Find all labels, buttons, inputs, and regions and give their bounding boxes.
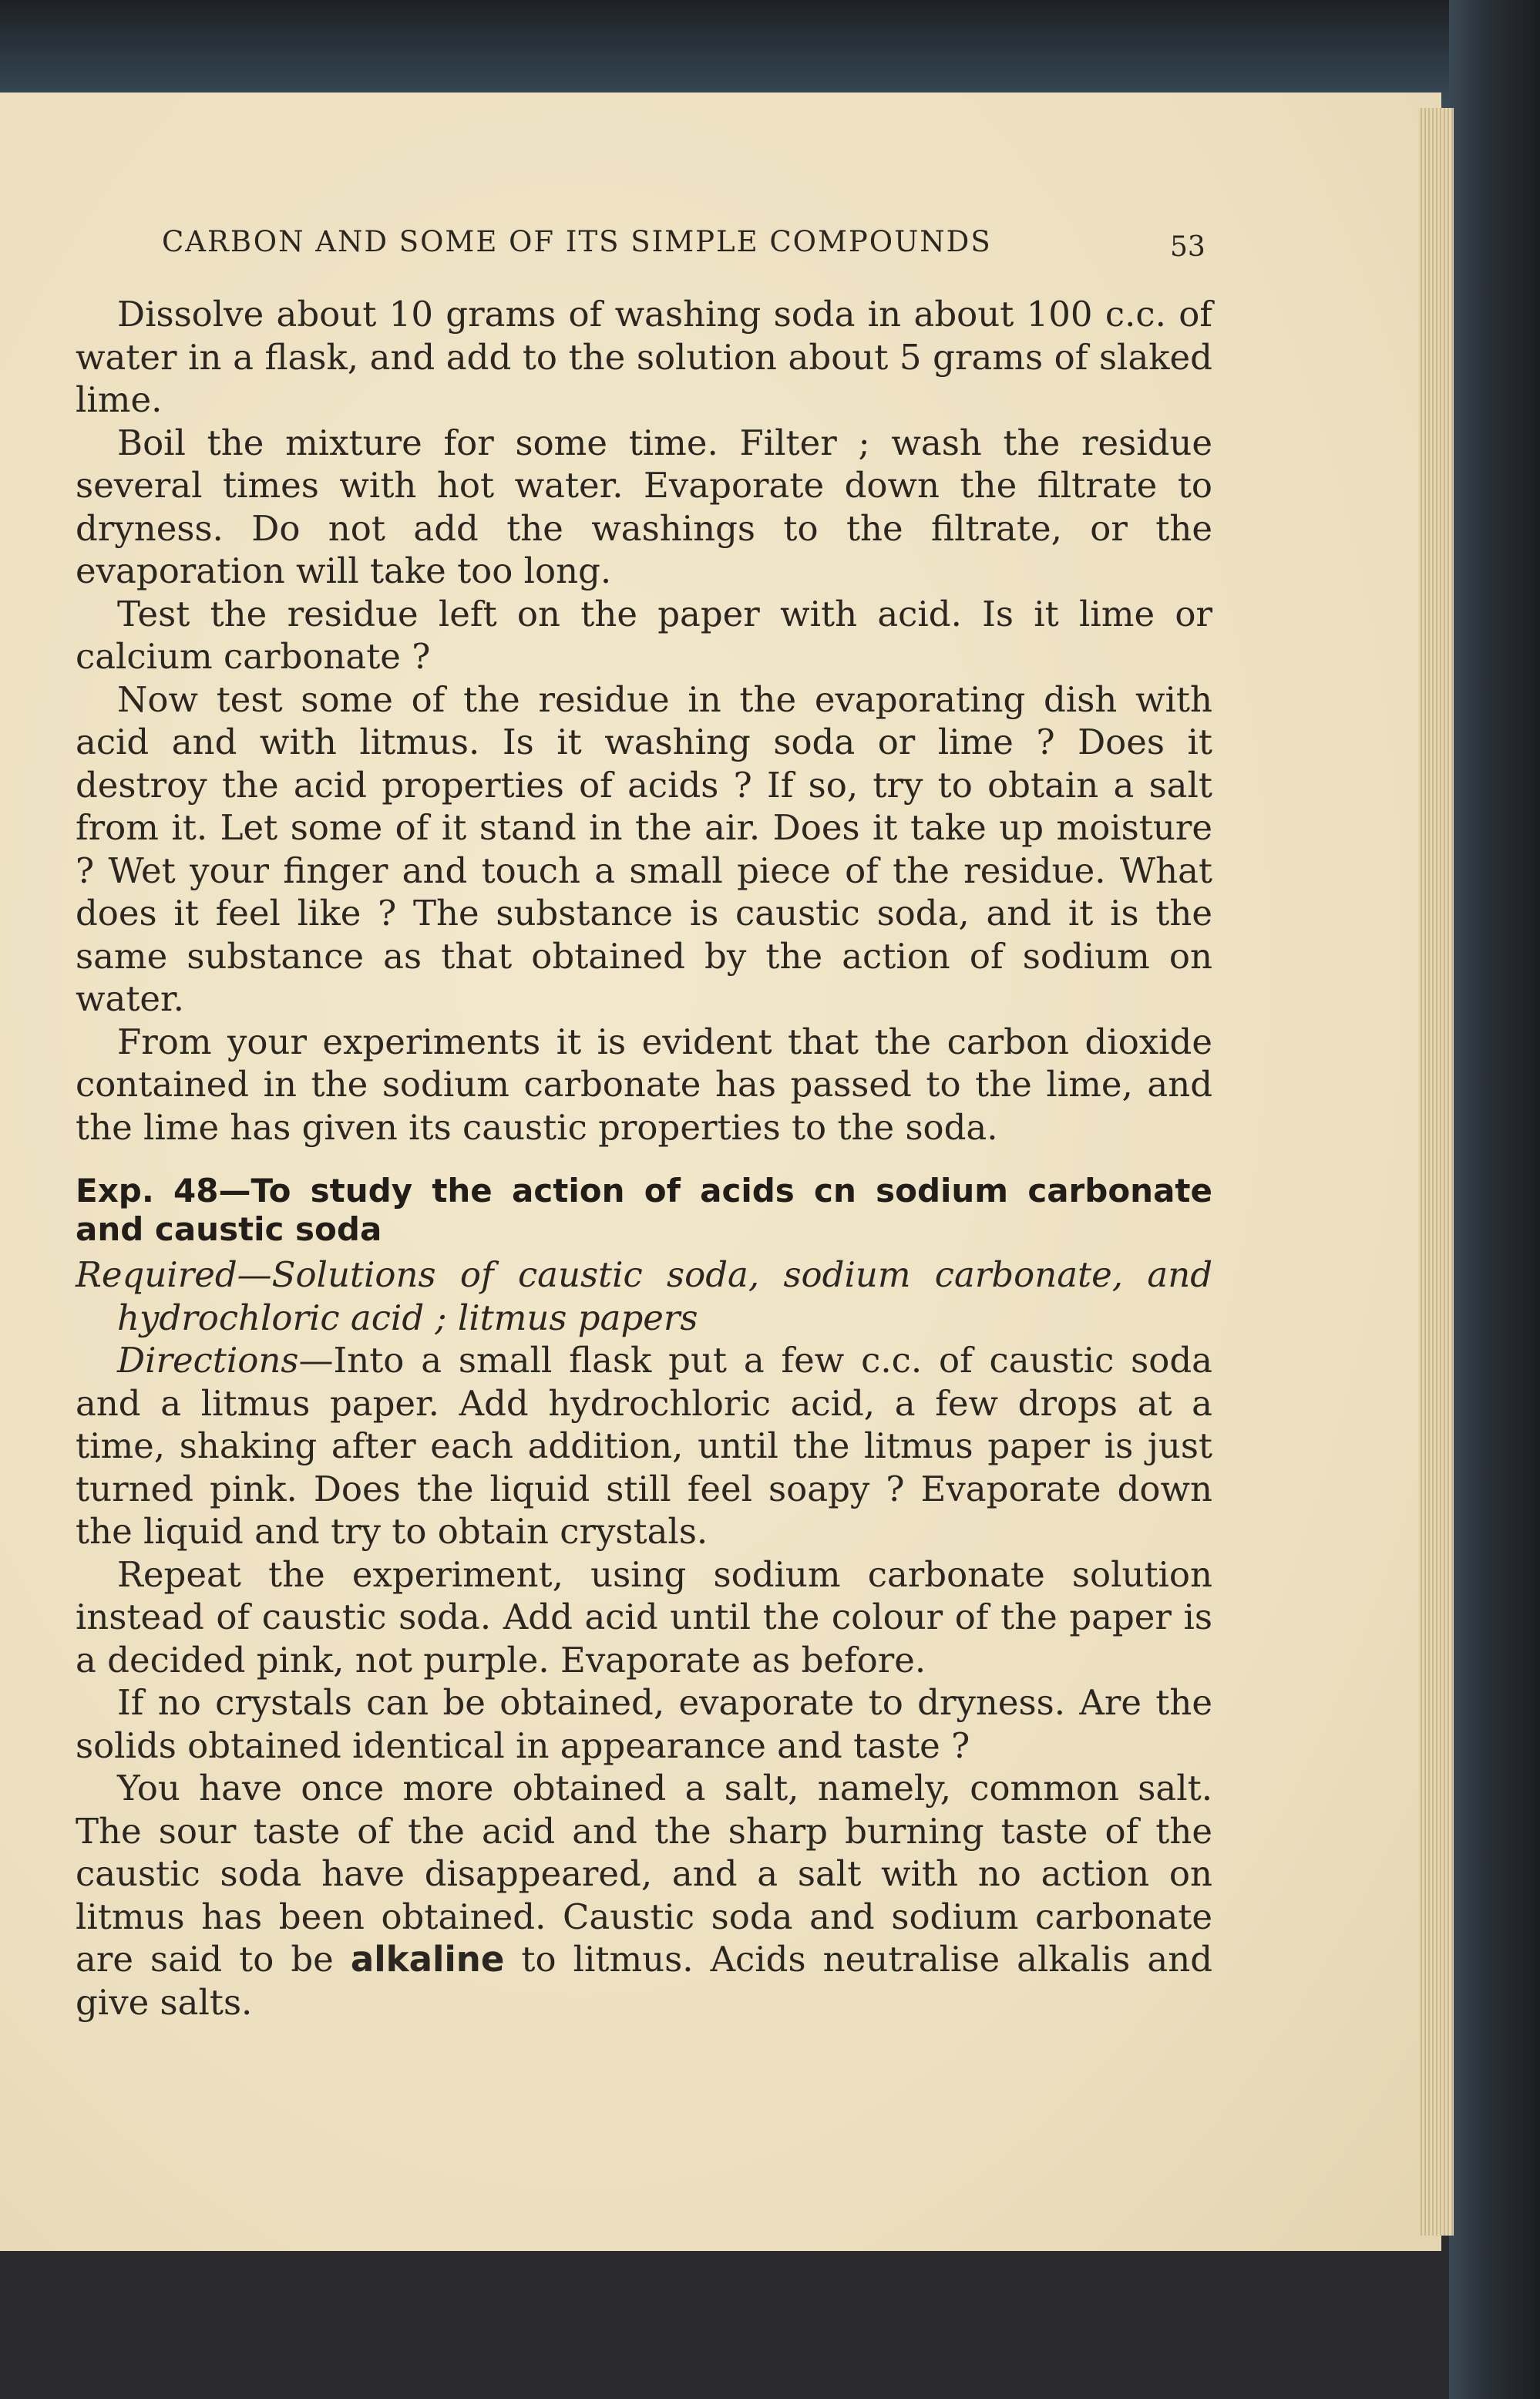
directions-text: —Into a small flask put a few c.c. of caustic soda and a litmus paper. Add hydrochloric acid, a few drops at a time, shaking after each addition, until the litmus paper is just turned pink. Does the liquid still feel soapy ? Evaporate down the liquid and try to obtain crystals.	[76, 1340, 1212, 1552]
salt-text-after: to litmus. Acids neutralise alkalis and give salts.	[76, 1939, 1213, 2023]
book-cover-spine-edge	[1449, 0, 1540, 2399]
paragraph-no-crystals: If no crystals can be obtained, evaporate to dryness. Are the solids obtained identical in appearance and taste ?	[76, 1682, 1212, 1766]
paragraph-dissolve: Dissolve about 10 grams of washing soda in about 100 c.c. of water in a flask, and add to the solution about 5 grams of slaked lime.	[76, 294, 1212, 420]
directions-label: Directions	[117, 1340, 299, 1381]
page-text-block	[76, 293, 1212, 2024]
paragraph-repeat: Repeat the experiment, using sodium carbonate solution instead of caustic soda. Add acid until the colour of the paper is a decided pink, not purple. Evaporate as before.	[76, 1553, 1212, 1681]
running-head: CARBON AND SOME OF ITS SIMPLE COMPOUNDS	[162, 225, 992, 258]
page-number: 53	[1170, 231, 1205, 263]
alkaline-term: alkaline	[350, 1939, 505, 1980]
salt-text-before: You have once more obtained a salt, namely, common salt. The sour taste of the acid and the sharp burning taste of the caustic soda have disappeared, and a salt with no action on litmus has been obtained. Caustic soda and sodium carbonate are said to be	[76, 1768, 1212, 1980]
paragraph-boil: Boil the mixture for some time. Filter ; wash the residue several times with hot water. Evaporate down the filtrate to dryness. Do not add the washings to the filtrate, or the evaporation will take too long.	[76, 422, 1212, 591]
experiment-heading: Exp. 48—To study the action of acids cn sodium carbonate and caustic soda	[76, 1172, 1212, 1248]
paragraph-common-salt	[76, 1767, 1212, 2024]
page-edges	[1418, 108, 1454, 2236]
required-materials: Required—Solutions of caustic soda, sodium carbonate, and hydrochloric acid ; litmus papers	[76, 1254, 1212, 1338]
paragraph-test-residue: Test the residue left on the paper with acid. Is it lime or calcium carbonate ?	[76, 593, 1212, 677]
paragraph-now-test: Now test some of the residue in the evaporating dish with acid and with litmus. Is it washing soda or lime ? Does it destroy the acid properties of acids ? If so, try to obtain a salt from it. Let some of it stand in the air. Does it take up moisture ? Wet your finger and touch a small piece of the residue. What does it feel like ? The substance is caustic soda, and it is the same substance as that obtained by the action of sodium on water.	[76, 678, 1212, 1019]
paragraph-conclusion: From your experiments it is evident that the carbon dioxide contained in the sodium carbonate has passed to the lime, and the lime has given its caustic properties to the soda.	[76, 1021, 1212, 1148]
paragraph-directions	[76, 1339, 1212, 1553]
